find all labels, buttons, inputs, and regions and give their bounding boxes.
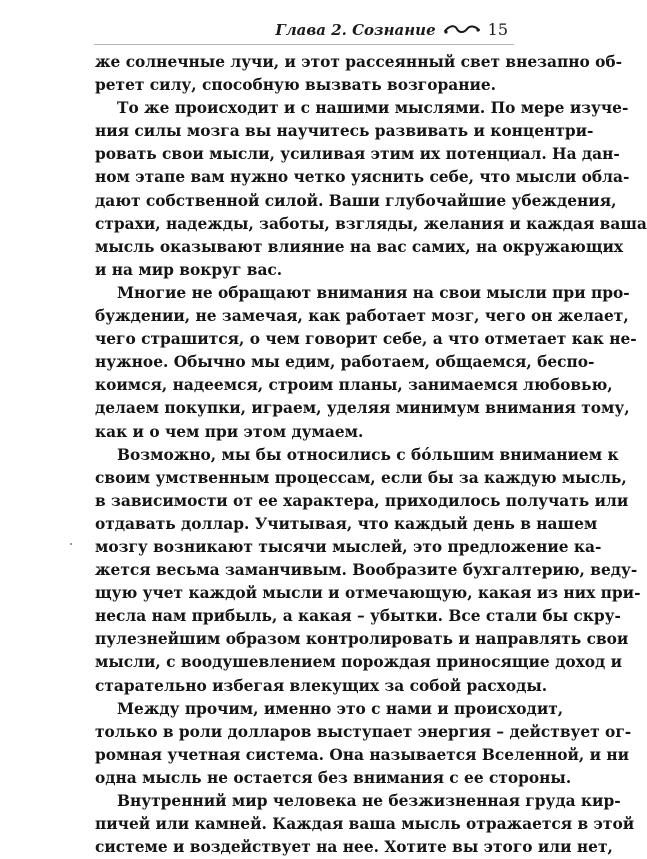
- text-line: ромная учетная система. Она называется Вселенной, и ни: [95, 745, 630, 764]
- text-line: щую учет каждой мысли и отмечающую, какая из них при-: [95, 584, 641, 603]
- text-line: То же происходит и с нашими мыслями. По мере изуче-: [117, 99, 629, 118]
- text-line: Возможно, мы бы относились с бо́льшим вниманием к: [117, 445, 619, 464]
- body-text: [95, 51, 647, 859]
- text-line: системе и воздействует на нее. Хотите вы этого или нет,: [95, 838, 613, 857]
- text-line: только в роли долларов выступает энергия – действует ог-: [95, 722, 632, 741]
- header-rule: [94, 44, 514, 45]
- text-line: жется весьма заманчивым. Вообразите бухгалтерию, веду-: [95, 561, 638, 580]
- text-line: же солнечные лучи, и этот рассеянный свет внезапно об-: [95, 53, 623, 71]
- text-line: своим умственным процессам, если бы за каждую мысль,: [95, 468, 627, 487]
- scan-speck: [70, 543, 72, 545]
- text-line: пулезнейшим образом контролировать и направлять свои: [95, 630, 629, 649]
- swirl-ornament-icon: [443, 24, 481, 36]
- chapter-title: Глава 2. Сознание: [275, 20, 436, 39]
- text-line: нужное. Обычно мы едим, работаем, общаемся, беспо-: [95, 353, 595, 372]
- text-line: буждении, не замечая, как работает мозг, чего он желает,: [95, 307, 629, 326]
- text-line: мысль оказывают влияние на вас самих, на окружающих: [95, 237, 624, 256]
- text-line: мысли, с воодушевлением порождая приносящие доход и: [95, 653, 623, 672]
- text-line: пичей или камней. Каждая ваша мысль отражается в этой: [95, 815, 635, 834]
- text-line: Многие не обращают внимания на свои мысли при про-: [117, 283, 630, 302]
- text-line: несла нам прибыль, а какая – убытки. Все стали бы скру-: [95, 607, 621, 626]
- text-line: как и о чем при этом думаем.: [95, 422, 364, 441]
- text-line: ном этапе вам нужно четко уяснить себе, что мысли обла-: [95, 168, 630, 187]
- text-line: чего страшится, о чем говорит себе, а что отметает как не-: [95, 330, 637, 349]
- text-line: ровать свои мысли, усиливая этим их потенциал. На дан-: [95, 145, 620, 164]
- text-line: отдавать доллар. Учитывая, что каждый день в нашем: [95, 514, 598, 533]
- page-number: 15: [487, 20, 508, 39]
- text-line: старательно избегая влекущих за собой расходы.: [95, 676, 548, 695]
- text-line: мозгу возникают тысячи мыслей, это предложение ка-: [95, 537, 602, 556]
- text-line: страхи, надежды, заботы, взгляды, желания и каждая ваша: [95, 214, 647, 233]
- text-line: и на мир вокруг вас.: [95, 260, 283, 279]
- text-line: ретет силу, способную вызвать возгорание.: [95, 76, 497, 95]
- text-line: в зависимости от ее характера, приходилось получать или: [95, 491, 629, 510]
- running-header: [275, 20, 508, 39]
- text-line: дают собственной силой. Ваши глубочайшие убеждения,: [95, 191, 617, 210]
- text-line: коимся, надеемся, строим планы, занимаемся любовью,: [95, 376, 613, 395]
- text-line: ния силы мозга вы научитесь развивать и концентри-: [95, 122, 594, 141]
- text-line: делаем покупки, играем, уделяя минимум внимания тому,: [95, 399, 630, 418]
- text-line: одна мысль не остается без внимания с ее стороны.: [95, 768, 572, 787]
- text-line: Между прочим, именно это с нами и происходит,: [117, 699, 564, 718]
- text-line: Внутренний мир человека не безжизненная груда кир-: [117, 792, 621, 810]
